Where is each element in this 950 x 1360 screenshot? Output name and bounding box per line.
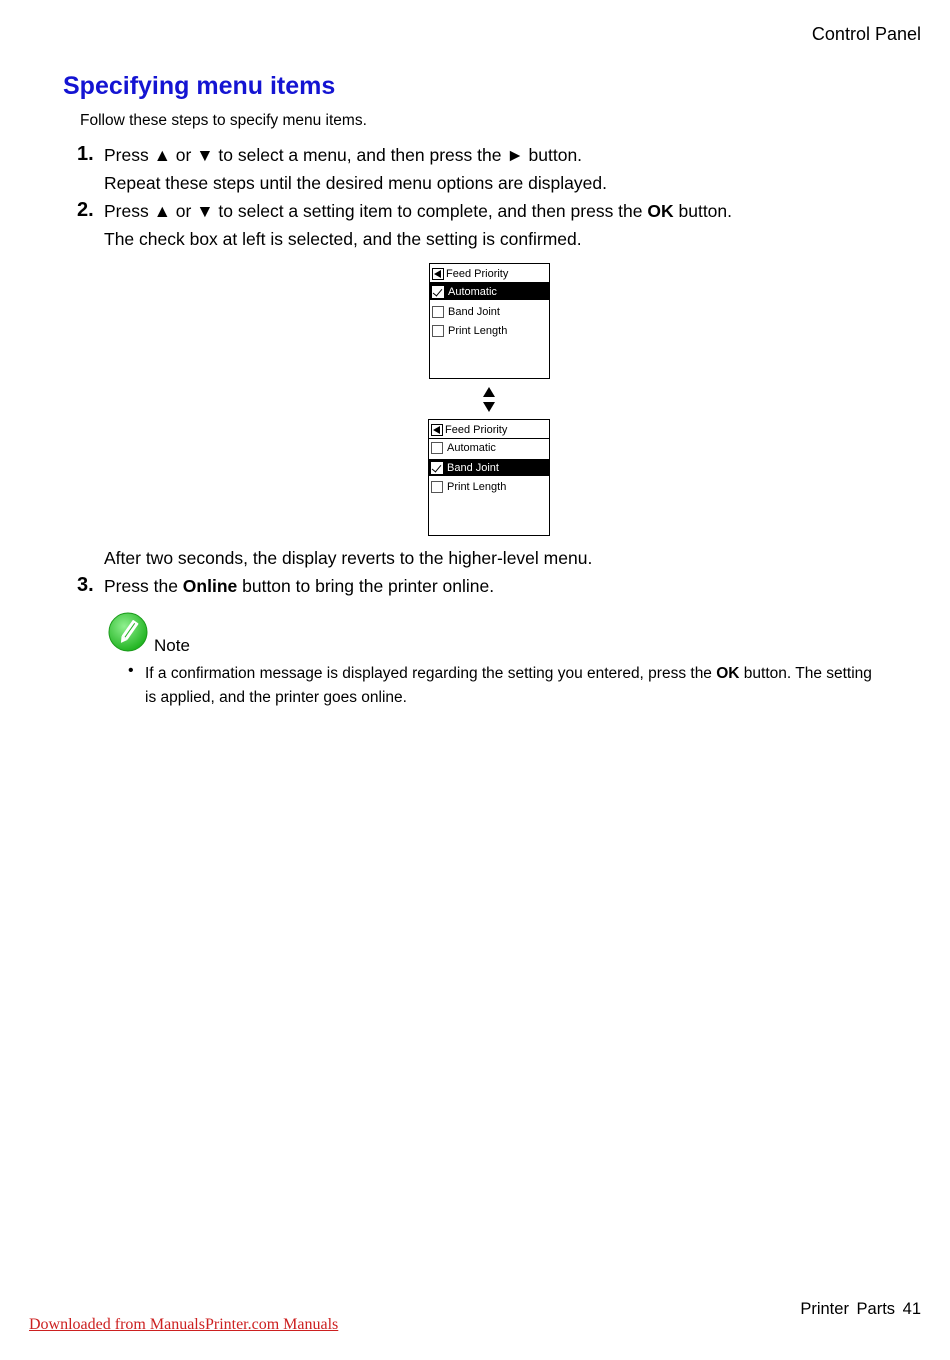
ok-button-label: OK xyxy=(716,665,740,682)
page-footer xyxy=(800,1300,921,1319)
step-3-number: 3. xyxy=(77,574,94,596)
step-1-text: Press ▲ or ▼ to select a menu, and then press the ► button. xyxy=(104,145,583,165)
note-text xyxy=(145,662,885,710)
lcd-header-label: Feed Priority xyxy=(446,267,509,280)
checkbox-icon xyxy=(432,306,444,318)
ok-button-label: OK xyxy=(647,201,674,221)
back-arrow-icon xyxy=(432,268,444,280)
note-text-part: If a confirmation message is displayed regarding the setting you entered, press the xyxy=(145,665,717,682)
lcd-item-print-length xyxy=(430,322,549,339)
note-bullet: • xyxy=(128,662,134,679)
page-title: Specifying menu items xyxy=(63,72,336,100)
lcd-item-label: Band Joint xyxy=(448,305,500,318)
lcd-item-automatic xyxy=(429,439,549,456)
checkbox-checked-icon xyxy=(432,286,444,298)
after-display-text: After two seconds, the display reverts to the higher-level menu. xyxy=(104,548,593,568)
lcd-item-label: Automatic xyxy=(448,285,497,298)
lcd-item-label: Print Length xyxy=(448,324,508,337)
online-button-label: Online xyxy=(182,576,238,596)
step-2-detail: The check box at left is selected, and the setting is confirmed. xyxy=(104,229,582,249)
running-header: Control Panel xyxy=(811,24,921,44)
note-label: Note xyxy=(154,636,190,655)
lcd-item-automatic xyxy=(430,283,549,300)
step-3-text-part: Press the xyxy=(104,576,183,596)
step-2-number: 2. xyxy=(77,199,94,221)
step-1-detail: Repeat these steps until the desired menu options are displayed. xyxy=(104,173,607,193)
footer-section-label: Printer Parts xyxy=(800,1300,896,1318)
lcd-display-after xyxy=(428,419,550,536)
step-2-text-part: Press ▲ or ▼ to select a setting item to complete, and then press the xyxy=(104,201,648,221)
note-text-part: button. The setting is applied, and the printer goes online. xyxy=(145,665,872,706)
lcd-header-row xyxy=(430,265,549,283)
lcd-item-band-joint xyxy=(429,459,549,476)
checkbox-checked-icon xyxy=(431,462,443,474)
download-source-link[interactable]: Downloaded from ManualsPrinter.com Manuals xyxy=(29,1316,339,1333)
lcd-display-before xyxy=(429,263,550,379)
back-arrow-icon xyxy=(431,424,443,436)
lcd-header-label: Feed Priority xyxy=(445,423,508,436)
step-2-text xyxy=(104,201,732,222)
checkbox-icon xyxy=(431,442,443,454)
lcd-item-label: Band Joint xyxy=(447,461,499,474)
lcd-item-band-joint xyxy=(430,303,549,320)
up-down-arrow-icon xyxy=(480,386,498,414)
intro-text: Follow these steps to specify menu items. xyxy=(80,112,367,129)
lcd-header-row xyxy=(429,421,549,439)
checkbox-icon xyxy=(432,325,444,337)
lcd-item-label: Print Length xyxy=(447,480,507,493)
checkbox-icon xyxy=(431,481,443,493)
note-pencil-icon xyxy=(108,612,148,652)
step-1-number: 1. xyxy=(77,143,94,165)
lcd-item-label: Automatic xyxy=(447,441,496,454)
lcd-item-print-length xyxy=(429,478,549,495)
step-3-text xyxy=(104,576,494,597)
page-number: 41 xyxy=(902,1300,921,1318)
step-3-text-part: button to bring the printer online. xyxy=(237,576,495,596)
step-2-text-part: button. xyxy=(673,201,733,221)
